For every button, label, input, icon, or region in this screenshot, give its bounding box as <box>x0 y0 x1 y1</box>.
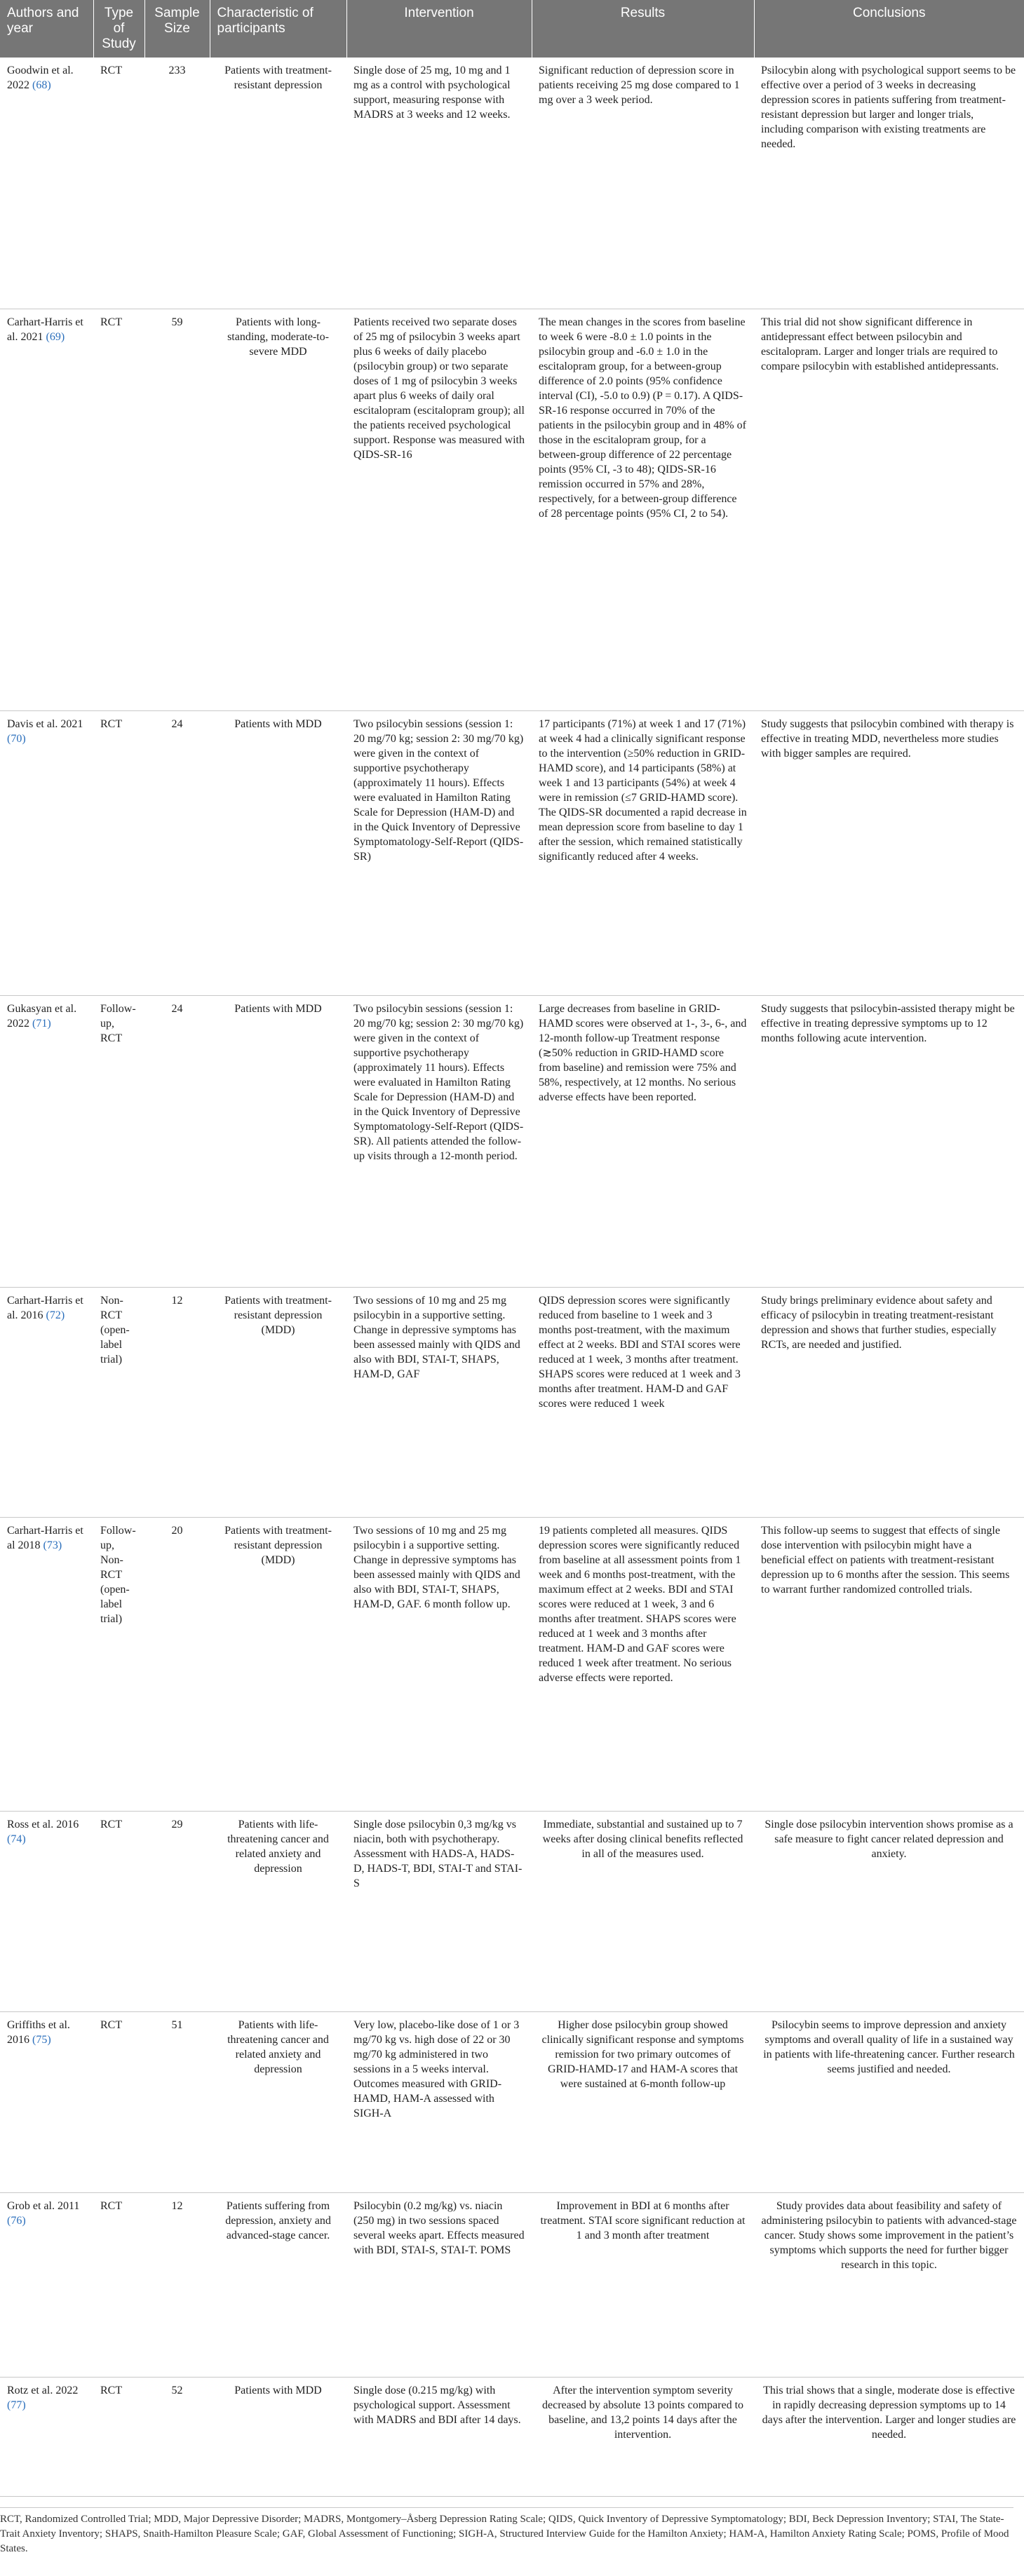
citation-link[interactable]: (70) <box>7 732 26 745</box>
type-cell: RCT <box>93 2377 144 2496</box>
author-cell <box>0 710 93 995</box>
sample-cell: 24 <box>144 710 210 995</box>
conclusions-cell: This trial shows that a single, moderate dose is effective in rapidly decreasing depression symptoms up to 14 days after the intervention. Larger and longer studies are needed. <box>754 2377 1024 2496</box>
table-row <box>0 2012 1024 2193</box>
author-cell <box>0 995 93 1288</box>
type-cell: RCT <box>93 2193 144 2378</box>
participants-cell: Patients with life-threatening cancer and related anxiety and depression <box>210 2012 346 2193</box>
author-cell <box>0 1288 93 1518</box>
results-cell: 19 patients completed all measures. QIDS depression scores were significantly reduced from baseline at all assessment points from 1 week and 6 months post-treatment, with the maximum effect at 2 weeks. BDI and STAI scores were reduced at 1 week, 3 and 6 months after treatment. SHAPS scores were reduced at 1 week and 3 months after treatment. HAM-D and GAF scores were reduced 1 week after treatment. No serious adverse effects were reported. <box>532 1518 754 1812</box>
sample-cell: 59 <box>144 309 210 710</box>
author-name: Carhart-Harris et al. 2021 <box>7 316 83 343</box>
table-header <box>0 0 1024 58</box>
results-cell: Immediate, substantial and sustained up to 7 weeks after dosing clinical benefits reflected in all of the measures used. <box>532 1812 754 2012</box>
table-row <box>0 2193 1024 2378</box>
author-cell <box>0 1518 93 1812</box>
author-name: Gukasyan et al. 2022 <box>7 1002 77 1030</box>
table-row <box>0 1518 1024 1812</box>
intervention-cell: Single dose psilocybin 0,3 mg/kg vs niacin, both with psychotherapy. Assessment with HADS-A, HADS-D, HADS-T, BDI, STAI-T and STAI-S <box>346 1812 532 2012</box>
participants-cell: Patients with treatment-resistant depression (MDD) <box>210 1288 346 1518</box>
sample-cell: 12 <box>144 1288 210 1518</box>
results-cell: Higher dose psilocybin group showed clinically significant response and symptoms remission for two primary outcomes of GRID-HAMD-17 and HAM-A scores that were sustained at 6-month follow-up <box>532 2012 754 2193</box>
author-name: Goodwin et al. 2022 <box>7 65 74 91</box>
table-row <box>0 2377 1024 2496</box>
type-cell: Follow-up, RCT <box>93 995 144 1288</box>
conclusions-cell: Study provides data about feasibility and safety of administering psilocybin to patients with advanced-stage cancer. Study shows some improvement in the patient’s symptoms which supports the need for further bigger research in this topic. <box>754 2193 1024 2378</box>
author-cell <box>0 2377 93 2496</box>
intervention-cell: Two psilocybin sessions (session 1: 20 mg/70 kg; session 2: 30 mg/70 kg) were given in the context of supportive psychotherapy (approximately 11 hours). Effects were evaluated in Hamilton Rating Scale for Depression (HAM-D) and in the Quick Inventory of Depressive Symptomatology-Self-Report (QIDS-SR). All patients attended the follow-up visits through a 12-month period. <box>346 995 532 1288</box>
author-name: Carhart-Harris et al. 2016 <box>7 1295 83 1322</box>
citation-link[interactable]: (72) <box>46 1309 65 1322</box>
sample-cell: 51 <box>144 2012 210 2193</box>
results-cell: Large decreases from baseline in GRID-HAMD scores were observed at 1-, 3-, 6-, and 12-month follow-up Treatment response (≳50% reduction in GRID-HAMD score from baseline) and remission were 75% and 58%, respectively, at 12 months. No serious adverse effects have been reported. <box>532 995 754 1288</box>
conclusions-cell: Study suggests that psilocybin combined with therapy is effective in treating MDD, nevertheless more studies with bigger samples are required. <box>754 710 1024 995</box>
table-row <box>0 995 1024 1288</box>
intervention-cell: Very low, placebo-like dose of 1 or 3 mg/70 kg vs. high dose of 22 or 30 mg/70 kg administered in two sessions in a 5 weeks interval. Outcomes measured with GRID-HAMD, HAM-A assessed with SIGH-A <box>346 2012 532 2193</box>
intervention-cell: Two psilocybin sessions (session 1: 20 mg/70 kg; session 2: 30 mg/70 kg) were given in the context of supportive psychotherapy (approximately 11 hours). Effects were evaluated in Hamilton Rating Scale for Depression (HAM-D) and in the Quick Inventory of Depressive Symptomatology-Self-Report (QIDS-SR) <box>346 710 532 995</box>
intervention-cell: Psilocybin (0.2 mg/kg) vs. niacin (250 mg) in two sessions spaced several weeks apart. Effects measured with BDI, STAI-S, STAI-T. POMS <box>346 2193 532 2378</box>
type-cell: Follow-up, Non-RCT (open-label trial) <box>93 1518 144 1812</box>
author-cell <box>0 1812 93 2012</box>
conclusions-cell: Psilocybin along with psychological support seems to be effective over a period of 3 weeks in decreasing depression scores in patients suffering from treatment-resistant depression but larger and longer trials, including comparison with existing treatments are needed. <box>754 58 1024 309</box>
header-authors: Authors and year <box>0 0 93 58</box>
type-cell: RCT <box>93 309 144 710</box>
type-cell: RCT <box>93 1812 144 2012</box>
table-row <box>0 710 1024 995</box>
participants-cell: Patients with long-standing, moderate-to-severe MDD <box>210 309 346 710</box>
author-cell <box>0 58 93 309</box>
header-sample: Sample Size <box>144 0 210 58</box>
citation-link[interactable]: (73) <box>43 1539 62 1552</box>
header-intervention: Intervention <box>346 0 532 58</box>
author-cell <box>0 2193 93 2378</box>
participants-cell: Patients with treatment-resistant depression <box>210 58 346 309</box>
table-row <box>0 1812 1024 2012</box>
intervention-cell: Single dose (0.215 mg/kg) with psychological support. Assessment with MADRS and BDI after 14 days. <box>346 2377 532 2496</box>
table-row <box>0 1288 1024 1518</box>
citation-link[interactable]: (74) <box>7 1833 26 1846</box>
conclusions-cell: Study suggests that psilocybin-assisted therapy might be effective in treating depressive symptoms up to 12 months following acute intervention. <box>754 995 1024 1288</box>
intervention-cell: Two sessions of 10 mg and 25 mg psilocybin i a supportive setting. Change in depressive symptoms has been assessed mainly with QIDS and also with BDI, STAI-T, SHAPS, HAM-D, GAF. 6 month follow up. <box>346 1518 532 1812</box>
table-footnote: RCT, Randomized Controlled Trial; MDD, Major Depressive Disorder; MADRS, Montgomery–Åsberg Depression Rating Scale; QIDS, Quick Inventory of Depressive Symptomatology; BDI, Beck Depression Inventory; STAI, The State-Trait Anxiety Inventory; SHAPS, Snaith-Hamilton Pleasure Scale; GAF, Global Assessment of Functioning; SIGH-A, Structured Interview Guide for the Hamilton Anxiety; HAM-A, Hamilton Anxiety Rating Scale; POMS, Profile of Mood States. <box>0 2507 1013 2556</box>
intervention-cell: Two sessions of 10 mg and 25 mg psilocybin in a supportive setting. Change in depressive symptoms has been assessed mainly with QIDS and also with BDI, STAI-T, SHAPS, HAM-D, GAF <box>346 1288 532 1518</box>
sample-cell: 20 <box>144 1518 210 1812</box>
sample-cell: 29 <box>144 1812 210 2012</box>
type-cell: Non-RCT (open-label trial) <box>93 1288 144 1518</box>
type-cell: RCT <box>93 58 144 309</box>
citation-link[interactable]: (71) <box>32 1017 51 1030</box>
author-name: Davis et al. 2021 <box>7 717 83 730</box>
participants-cell: Patients with MDD <box>210 995 346 1288</box>
table-row <box>0 309 1024 710</box>
citation-link[interactable]: (76) <box>7 2215 26 2227</box>
participants-cell: Patients suffering from depression, anxiety and advanced-stage cancer. <box>210 2193 346 2378</box>
author-name: Ross et al. 2016 <box>7 1819 79 1831</box>
intervention-cell: Patients received two separate doses of 25 mg of psilocybin 3 weeks apart plus 6 weeks of daily placebo (psilocybin group) or two separate doses of 1 mg of psilocybin 3 weeks apart plus 6 weeks of daily oral escitalopram (escitalopram group); all the patients received psychological support. Response was measured with QIDS-SR-16 <box>346 309 532 710</box>
citation-link[interactable]: (75) <box>32 2034 51 2046</box>
sample-cell: 12 <box>144 2193 210 2378</box>
results-cell: Significant reduction of depression score in patients receiving 25 mg dose compared to 1 mg over a 3 week period. <box>532 58 754 309</box>
conclusions-cell: Psilocybin seems to improve depression and anxiety symptoms and overall quality of life in a sustained way in patients with life-threatening cancer. Further research seems justified and needed. <box>754 2012 1024 2193</box>
results-cell: The mean changes in the scores from baseline to week 6 were -8.0 ± 1.0 points in the psilocybin group and -6.0 ± 1.0 in the escitalopram group, for a between-group difference of 2.0 points (95% confidence interval (CI), -5.0 to 0.9) (P = 0.17). A QIDS-SR-16 response occurred in 70% of the patients in the psilocybin group and in 48% of those in the escitalopram group, for a between-group difference of 22 percentage points (95% CI, -3 to 48); QIDS-SR-16 remission occurred in 57% and 28%, respectively, for a between-group difference of 28 percentage points (95% CI, 2 to 54). <box>532 309 754 710</box>
author-name: Rotz et al. 2022 <box>7 2384 79 2396</box>
header-type: Type of Study <box>93 0 144 58</box>
sample-cell: 52 <box>144 2377 210 2496</box>
conclusions-cell: This follow-up seems to suggest that effects of single dose intervention with psilocybin might have a beneficial effect on patients with treatment-resistant depression up to 6 months after the session. This seems to warrant further randomized controlled trials. <box>754 1518 1024 1812</box>
table-body <box>0 58 1024 2497</box>
participants-cell: Patients with MDD <box>210 710 346 995</box>
conclusions-cell: This trial did not show significant difference in antidepressant effect between psilocybin and escitalopram. Larger and longer trials are required to compare psilocybin with established antidepressants. <box>754 309 1024 710</box>
type-cell: RCT <box>93 710 144 995</box>
header-conclusions: Conclusions <box>754 0 1024 58</box>
results-cell: 17 participants (71%) at week 1 and 17 (71%) at week 4 had a clinically significant response to the intervention (≥50% reduction in GRID-HAMD score), and 14 participants (58%) at week 1 and 13 participants (54%) at week 4 were in remission (≤7 GRID-HAMD score). The QIDS-SR documented a rapid decrease in mean depression score from baseline to day 1 after the session, which remained statistically significantly reduced after 4 weeks. <box>532 710 754 995</box>
participants-cell: Patients with MDD <box>210 2377 346 2496</box>
author-cell <box>0 2012 93 2193</box>
author-name: Grob et al. 2011 <box>7 2200 80 2213</box>
participants-cell: Patients with treatment-resistant depression (MDD) <box>210 1518 346 1812</box>
type-cell: RCT <box>93 2012 144 2193</box>
author-name: Griffiths et al. 2016 <box>7 2019 70 2046</box>
citation-link[interactable]: (69) <box>46 330 65 343</box>
results-cell: After the intervention symptom severity decreased by absolute 13 points compared to baseline, and 13,2 points 14 days after the intervention. <box>532 2377 754 2496</box>
header-row <box>0 0 1024 58</box>
results-cell: Improvement in BDI at 6 months after treatment. STAI score significant reduction at 1 and 3 month after treatment <box>532 2193 754 2378</box>
table-row <box>0 58 1024 309</box>
sample-cell: 24 <box>144 995 210 1288</box>
results-cell: QIDS depression scores were significantly reduced from baseline to 1 week and 3 months post-treatment, with the maximum effect at 2 weeks. BDI and STAI scores were reduced at 1 week, 3 months after treatment. SHAPS scores were reduced at 1 week and 3 months after treatment. HAM-D and GAF scores were reduced 1 week <box>532 1288 754 1518</box>
conclusions-cell: Single dose psilocybin intervention shows promise as a safe measure to fight cancer related depression and anxiety. <box>754 1812 1024 2012</box>
citation-link[interactable]: (68) <box>32 79 51 91</box>
header-participants: Characteristic of participants <box>210 0 346 58</box>
citation-link[interactable]: (77) <box>7 2399 26 2411</box>
author-name: Carhart-Harris et al 2018 <box>7 1525 83 1552</box>
header-results: Results <box>532 0 754 58</box>
intervention-cell: Single dose of 25 mg, 10 mg and 1 mg as a control with psychological support, measuring response with MADRS at 3 weeks and 12 weeks. <box>346 58 532 309</box>
conclusions-cell: Study brings preliminary evidence about safety and efficacy of psilocybin in treating treatment-resistant depression and shows that further studies, especially RCTs, are needed and justified. <box>754 1288 1024 1518</box>
participants-cell: Patients with life-threatening cancer and related anxiety and depression <box>210 1812 346 2012</box>
sample-cell: 233 <box>144 58 210 309</box>
author-cell <box>0 309 93 710</box>
